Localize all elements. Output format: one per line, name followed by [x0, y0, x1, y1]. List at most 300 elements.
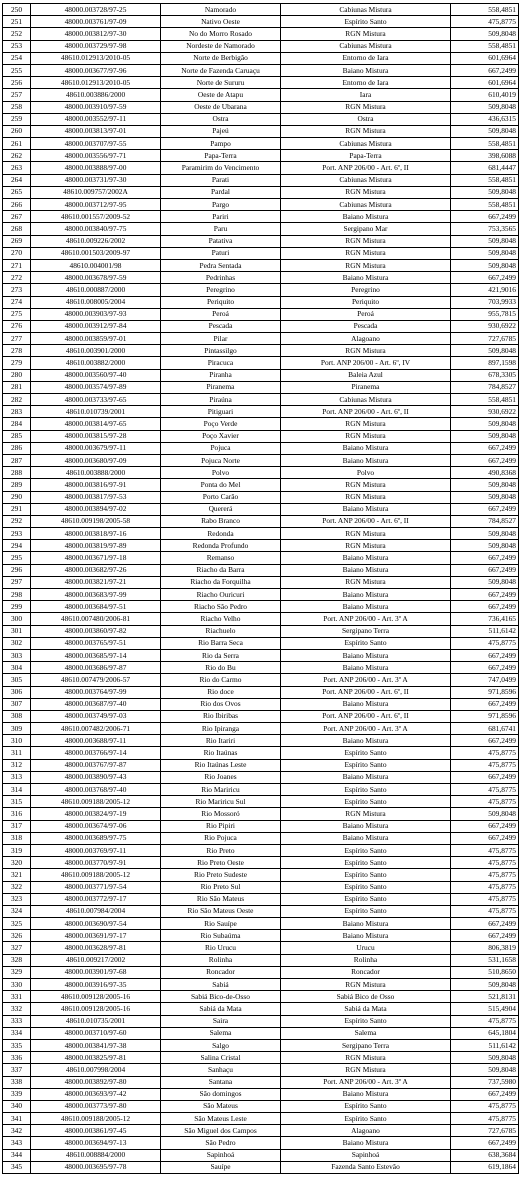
- table-row: [3, 381, 519, 393]
- price-value: 509,8048: [451, 1064, 519, 1076]
- row-number: 344: [3, 1149, 31, 1161]
- row-number: 328: [3, 954, 31, 966]
- field-name: Sauípe: [161, 1161, 281, 1173]
- table-row: [3, 138, 519, 150]
- field-name: Periquito: [161, 296, 281, 308]
- process-number: 48000.003814/97-65: [31, 418, 161, 430]
- field-name: Remanso: [161, 552, 281, 564]
- process-number: 48000.003771/97-54: [31, 881, 161, 893]
- reference-oil: Baiano Mistura: [281, 211, 451, 223]
- table-row: [3, 406, 519, 418]
- process-number: 48000.003890/97-43: [31, 771, 161, 783]
- price-value: 509,8048: [451, 808, 519, 820]
- row-number: 286: [3, 442, 31, 454]
- field-name: Paturi: [161, 247, 281, 259]
- reference-oil: Cabiunas Mistura: [281, 394, 451, 406]
- row-number: 335: [3, 1039, 31, 1051]
- process-number: 48000.003690/97-54: [31, 918, 161, 930]
- reference-oil: Rolinha: [281, 954, 451, 966]
- table-row: [3, 1161, 519, 1173]
- table-row: [3, 662, 519, 674]
- field-name: Quererá: [161, 503, 281, 515]
- field-name: Pajeú: [161, 125, 281, 137]
- reference-oil: Cabiunas Mistura: [281, 40, 451, 52]
- reference-oil: RGN Mistura: [281, 418, 451, 430]
- reference-oil: Cabiunas Mistura: [281, 138, 451, 150]
- table-row: [3, 674, 519, 686]
- price-value: 509,8048: [451, 235, 519, 247]
- table-row: [3, 820, 519, 832]
- price-value: 806,3819: [451, 942, 519, 954]
- table-row: [3, 540, 519, 552]
- process-number: 48610.009217/2002: [31, 954, 161, 966]
- table-row: [3, 16, 519, 28]
- process-number: 48610.009188/2005-12: [31, 796, 161, 808]
- row-number: 336: [3, 1052, 31, 1064]
- reference-oil: Baiano Mistura: [281, 272, 451, 284]
- process-number: 48610.007482/2006-71: [31, 723, 161, 735]
- reference-oil: Iara: [281, 89, 451, 101]
- price-value: 475,8775: [451, 869, 519, 881]
- price-value: 703,9933: [451, 296, 519, 308]
- reference-oil: Cabiunas Mistura: [281, 199, 451, 211]
- field-name: Rio Mariricu Sul: [161, 796, 281, 808]
- row-number: 298: [3, 589, 31, 601]
- reference-oil: Baiano Mistura: [281, 601, 451, 613]
- row-number: 292: [3, 515, 31, 527]
- reference-oil: Piranema: [281, 381, 451, 393]
- process-number: 48610.003886/2000: [31, 89, 161, 101]
- table-row: [3, 28, 519, 40]
- process-number: 48000.003683/97-99: [31, 589, 161, 601]
- field-name: Santana: [161, 1076, 281, 1088]
- process-number: 48000.003910/97-59: [31, 101, 161, 113]
- price-value: 509,8048: [451, 345, 519, 357]
- row-number: 323: [3, 893, 31, 905]
- reference-oil: Espírito Santo: [281, 905, 451, 917]
- reference-oil: Port. ANP 206/00 - Art. 3º A: [281, 723, 451, 735]
- reference-oil: RGN Mistura: [281, 345, 451, 357]
- field-name: Rio da Serra: [161, 649, 281, 661]
- reference-oil: Baiano Mistura: [281, 442, 451, 454]
- field-name: Pedrinhas: [161, 272, 281, 284]
- field-name: Pargo: [161, 199, 281, 211]
- row-number: 325: [3, 918, 31, 930]
- table-row: [3, 4, 519, 16]
- row-number: 309: [3, 723, 31, 735]
- field-name: Rio Ipiranga: [161, 723, 281, 735]
- price-value: 667,2499: [451, 771, 519, 783]
- reference-oil: RGN Mistura: [281, 540, 451, 552]
- price-value: 509,8048: [451, 259, 519, 271]
- table-row: [3, 893, 519, 905]
- row-number: 264: [3, 174, 31, 186]
- table-row: [3, 101, 519, 113]
- price-value: 667,2499: [451, 930, 519, 942]
- price-value: 509,8048: [451, 430, 519, 442]
- reference-oil: RGN Mistura: [281, 125, 451, 137]
- process-number: 48000.003677/97-96: [31, 64, 161, 76]
- price-value: 667,2499: [451, 698, 519, 710]
- price-value: 475,8775: [451, 905, 519, 917]
- process-number: 48610.007984/2004: [31, 905, 161, 917]
- process-number: 48000.003688/97-11: [31, 735, 161, 747]
- table-row: [3, 1149, 519, 1161]
- row-number: 316: [3, 808, 31, 820]
- process-number: 48610.007998/2004: [31, 1064, 161, 1076]
- reference-oil: RGN Mistura: [281, 576, 451, 588]
- field-name: São domingos: [161, 1088, 281, 1100]
- process-number: 48610.003888/2000: [31, 467, 161, 479]
- table-row: [3, 918, 519, 930]
- field-name: Patativa: [161, 235, 281, 247]
- table-body: [3, 4, 519, 1174]
- reference-oil: Fazenda Santo Estevão: [281, 1161, 451, 1173]
- process-number: 48000.003560/97-40: [31, 369, 161, 381]
- row-number: 296: [3, 564, 31, 576]
- price-value: 475,8775: [451, 1015, 519, 1027]
- price-value: 667,2499: [451, 211, 519, 223]
- process-number: 48000.003819/97-89: [31, 540, 161, 552]
- field-name: Sabiá da Mata: [161, 1003, 281, 1015]
- price-value: 897,1598: [451, 357, 519, 369]
- process-number: 48000.003679/97-11: [31, 442, 161, 454]
- row-number: 289: [3, 479, 31, 491]
- reference-oil: RGN Mistura: [281, 186, 451, 198]
- reference-oil: Sabiá da Mata: [281, 1003, 451, 1015]
- table-row: [3, 613, 519, 625]
- row-number: 280: [3, 369, 31, 381]
- reference-oil: Espírito Santo: [281, 869, 451, 881]
- table-row: [3, 308, 519, 320]
- row-number: 288: [3, 467, 31, 479]
- table-row: [3, 759, 519, 771]
- process-number: 48000.003815/97-28: [31, 430, 161, 442]
- row-number: 282: [3, 394, 31, 406]
- table-row: [3, 698, 519, 710]
- price-value: 475,8775: [451, 893, 519, 905]
- reference-oil: Alagoano: [281, 333, 451, 345]
- price-value: 667,2499: [451, 601, 519, 613]
- reference-oil: Espírito Santo: [281, 1113, 451, 1125]
- field-name: Sabiá: [161, 979, 281, 991]
- price-value: 619,1864: [451, 1161, 519, 1173]
- reference-oil: Port. ANP 206/00 - Art. 6º, II: [281, 406, 451, 418]
- row-number: 321: [3, 869, 31, 881]
- reference-oil: RGN Mistura: [281, 491, 451, 503]
- reference-oil: Espírito Santo: [281, 844, 451, 856]
- field-name: No do Morro Rosado: [161, 28, 281, 40]
- process-number: 48000.003888/97-00: [31, 162, 161, 174]
- price-value: 509,8048: [451, 101, 519, 113]
- process-number: 48000.003764/97-99: [31, 686, 161, 698]
- table-row: [3, 1113, 519, 1125]
- reference-oil: RGN Mistura: [281, 259, 451, 271]
- process-number: 48000.003859/97-01: [31, 333, 161, 345]
- price-value: 667,2499: [451, 64, 519, 76]
- row-number: 300: [3, 613, 31, 625]
- price-value: 475,8775: [451, 637, 519, 649]
- process-number: 48610.000887/2000: [31, 284, 161, 296]
- price-value: 667,2499: [451, 918, 519, 930]
- reference-oil: Baiano Mistura: [281, 649, 451, 661]
- price-value: 515,4904: [451, 1003, 519, 1015]
- reference-oil: Port. ANP 206/00 - Art. 6º, II: [281, 686, 451, 698]
- table-row: [3, 1088, 519, 1100]
- table-row: [3, 333, 519, 345]
- field-name: Oeste de Ubarana: [161, 101, 281, 113]
- table-row: [3, 515, 519, 527]
- price-value: 784,8527: [451, 515, 519, 527]
- row-number: 337: [3, 1064, 31, 1076]
- field-name: Polvo: [161, 467, 281, 479]
- table-row: [3, 686, 519, 698]
- price-value: 510,8650: [451, 966, 519, 978]
- table-row: [3, 442, 519, 454]
- table-row: [3, 211, 519, 223]
- price-value: 784,8527: [451, 381, 519, 393]
- price-value: 681,4447: [451, 162, 519, 174]
- field-name: Rio Preto Sudeste: [161, 869, 281, 881]
- price-value: 475,8775: [451, 881, 519, 893]
- reference-oil: Baiano Mistura: [281, 662, 451, 674]
- field-name: Rio Itariri: [161, 735, 281, 747]
- price-value: 753,3565: [451, 223, 519, 235]
- field-name: Rolinha: [161, 954, 281, 966]
- field-name: São Mateus Leste: [161, 1113, 281, 1125]
- field-name: Sabiá Bico-de-Osso: [161, 991, 281, 1003]
- row-number: 268: [3, 223, 31, 235]
- reference-oil: RGN Mistura: [281, 28, 451, 40]
- field-name: Piracuca: [161, 357, 281, 369]
- reference-oil: Entorno de Iara: [281, 52, 451, 64]
- process-number: 48000.003684/97-51: [31, 601, 161, 613]
- row-number: 338: [3, 1076, 31, 1088]
- process-number: 48000.003685/97-14: [31, 649, 161, 661]
- table-row: [3, 1027, 519, 1039]
- reference-oil: Ostra: [281, 113, 451, 125]
- reference-oil: Baiano Mistura: [281, 454, 451, 466]
- row-number: 319: [3, 844, 31, 856]
- row-number: 308: [3, 710, 31, 722]
- field-name: Porto Carão: [161, 491, 281, 503]
- price-value: 558,4851: [451, 40, 519, 52]
- price-value: 667,2499: [451, 552, 519, 564]
- table-row: [3, 589, 519, 601]
- field-name: Pescada: [161, 320, 281, 332]
- row-number: 262: [3, 150, 31, 162]
- table-row: [3, 771, 519, 783]
- table-row: [3, 649, 519, 661]
- field-name: Parati: [161, 174, 281, 186]
- price-value: 509,8048: [451, 479, 519, 491]
- field-name: Rio Joanes: [161, 771, 281, 783]
- table-row: [3, 259, 519, 271]
- price-value: 955,7815: [451, 308, 519, 320]
- field-name: Sanhaçu: [161, 1064, 281, 1076]
- table-row: [3, 503, 519, 515]
- field-name: Saira: [161, 1015, 281, 1027]
- price-value: 511,6142: [451, 1039, 519, 1051]
- reference-oil: Baiano Mistura: [281, 698, 451, 710]
- process-number: 48000.003728/97-25: [31, 4, 161, 16]
- reference-oil: Baiano Mistura: [281, 503, 451, 515]
- table-row: [3, 625, 519, 637]
- price-value: 521,8131: [451, 991, 519, 1003]
- reference-oil: RGN Mistura: [281, 479, 451, 491]
- process-number: 48610.001503/2009-97: [31, 247, 161, 259]
- table-row: [3, 869, 519, 881]
- process-number: 48000.003686/97-87: [31, 662, 161, 674]
- process-number: 48000.003840/97-75: [31, 223, 161, 235]
- reference-oil: Espírito Santo: [281, 796, 451, 808]
- reference-oil: Port. ANP 206/00 - Art. 6º, II: [281, 162, 451, 174]
- price-value: 531,1658: [451, 954, 519, 966]
- row-number: 259: [3, 113, 31, 125]
- price-value: 678,3305: [451, 369, 519, 381]
- price-value: 667,2499: [451, 832, 519, 844]
- row-number: 310: [3, 735, 31, 747]
- process-number: 48000.003894/97-02: [31, 503, 161, 515]
- row-number: 312: [3, 759, 31, 771]
- table-row: [3, 844, 519, 856]
- reference-oil: Espírito Santo: [281, 784, 451, 796]
- table-row: [3, 491, 519, 503]
- price-value: 475,8775: [451, 784, 519, 796]
- table-row: [3, 113, 519, 125]
- process-number: 48000.003773/97-80: [31, 1100, 161, 1112]
- row-number: 267: [3, 211, 31, 223]
- process-number: 48000.003682/97-26: [31, 564, 161, 576]
- row-number: 304: [3, 662, 31, 674]
- field-name: Papa-Terra: [161, 150, 281, 162]
- reference-oil: Baiano Mistura: [281, 735, 451, 747]
- field-name: Piranha: [161, 369, 281, 381]
- process-number: 48000.003813/97-01: [31, 125, 161, 137]
- process-number: 48000.003821/97-21: [31, 576, 161, 588]
- field-name: Pojuca Norte: [161, 454, 281, 466]
- field-name: Norte de Fazenda Caruaçu: [161, 64, 281, 76]
- price-value: 667,2499: [451, 1137, 519, 1149]
- reference-oil: Periquito: [281, 296, 451, 308]
- process-number: 48000.003680/97-09: [31, 454, 161, 466]
- process-number: 48000.003765/97-51: [31, 637, 161, 649]
- price-value: 667,2499: [451, 503, 519, 515]
- table-row: [3, 1100, 519, 1112]
- row-number: 322: [3, 881, 31, 893]
- reference-oil: Espírito Santo: [281, 747, 451, 759]
- price-value: 601,6964: [451, 52, 519, 64]
- table-row: [3, 979, 519, 991]
- table-row: [3, 418, 519, 430]
- reference-oil: RGN Mistura: [281, 247, 451, 259]
- process-number: 48000.003769/97-11: [31, 844, 161, 856]
- price-value: 971,8596: [451, 686, 519, 698]
- reference-oil: Espírito Santo: [281, 759, 451, 771]
- table-row: [3, 186, 519, 198]
- row-number: 341: [3, 1113, 31, 1125]
- reference-oil: Espírito Santo: [281, 893, 451, 905]
- row-number: 327: [3, 942, 31, 954]
- process-number: 48000.003824/97-19: [31, 808, 161, 820]
- table-row: [3, 735, 519, 747]
- reference-oil: Espírito Santo: [281, 1100, 451, 1112]
- reference-oil: Papa-Terra: [281, 150, 451, 162]
- process-number: 48000.003767/97-87: [31, 759, 161, 771]
- price-value: 398,6088: [451, 150, 519, 162]
- process-number: 48610.010735/2001: [31, 1015, 161, 1027]
- field-name: Rio Itaúnas Leste: [161, 759, 281, 771]
- process-number: 48610.007480/2006-81: [31, 613, 161, 625]
- field-name: Rio Pipiri: [161, 820, 281, 832]
- row-number: 294: [3, 540, 31, 552]
- row-number: 253: [3, 40, 31, 52]
- reference-oil: Pescada: [281, 320, 451, 332]
- table-row: [3, 1003, 519, 1015]
- process-number: 48610.009198/2005-58: [31, 515, 161, 527]
- field-name: Poço Xavier: [161, 430, 281, 442]
- price-value: 475,8775: [451, 1100, 519, 1112]
- table-row: [3, 857, 519, 869]
- reference-oil: Port. ANP 206/00 - Art. 6º, II: [281, 710, 451, 722]
- row-number: 260: [3, 125, 31, 137]
- table-row: [3, 1052, 519, 1064]
- table-row: [3, 296, 519, 308]
- field-name: Ostra: [161, 113, 281, 125]
- reference-oil: Espírito Santo: [281, 637, 451, 649]
- row-number: 279: [3, 357, 31, 369]
- row-number: 250: [3, 4, 31, 16]
- price-value: 509,8048: [451, 540, 519, 552]
- price-value: 667,2499: [451, 820, 519, 832]
- row-number: 301: [3, 625, 31, 637]
- row-number: 305: [3, 674, 31, 686]
- row-number: 265: [3, 186, 31, 198]
- field-name: Rio do Carmo: [161, 674, 281, 686]
- reference-oil: Peroá: [281, 308, 451, 320]
- reference-oil: Baiano Mistura: [281, 552, 451, 564]
- price-value: 475,8775: [451, 796, 519, 808]
- price-value: 509,8048: [451, 186, 519, 198]
- field-name: Riachuelo: [161, 625, 281, 637]
- table-row: [3, 576, 519, 588]
- process-number: 48000.003678/97-59: [31, 272, 161, 284]
- process-number: 48000.003825/97-81: [31, 1052, 161, 1064]
- price-value: 667,2499: [451, 454, 519, 466]
- field-name: Riacho Velho: [161, 613, 281, 625]
- reference-oil: Port. ANP 206/00 - Art. 3º A: [281, 613, 451, 625]
- table-row: [3, 320, 519, 332]
- field-name: Oeste de Atapu: [161, 89, 281, 101]
- process-number: 48610.010739/2001: [31, 406, 161, 418]
- table-row: [3, 991, 519, 1003]
- price-value: 667,2499: [451, 564, 519, 576]
- table-row: [3, 89, 519, 101]
- reference-oil: Espírito Santo: [281, 881, 451, 893]
- row-number: 285: [3, 430, 31, 442]
- process-number: 48610.008005/2004: [31, 296, 161, 308]
- reference-oil: Baiano Mistura: [281, 771, 451, 783]
- table-row: [3, 1076, 519, 1088]
- table-row: [3, 162, 519, 174]
- field-name: Rio Sauípe: [161, 918, 281, 930]
- row-number: 331: [3, 991, 31, 1003]
- row-number: 278: [3, 345, 31, 357]
- field-name: Riacho da Barra: [161, 564, 281, 576]
- price-value: 747,0499: [451, 674, 519, 686]
- field-name: Rio Pojuca: [161, 832, 281, 844]
- reference-oil: Cabiunas Mistura: [281, 4, 451, 16]
